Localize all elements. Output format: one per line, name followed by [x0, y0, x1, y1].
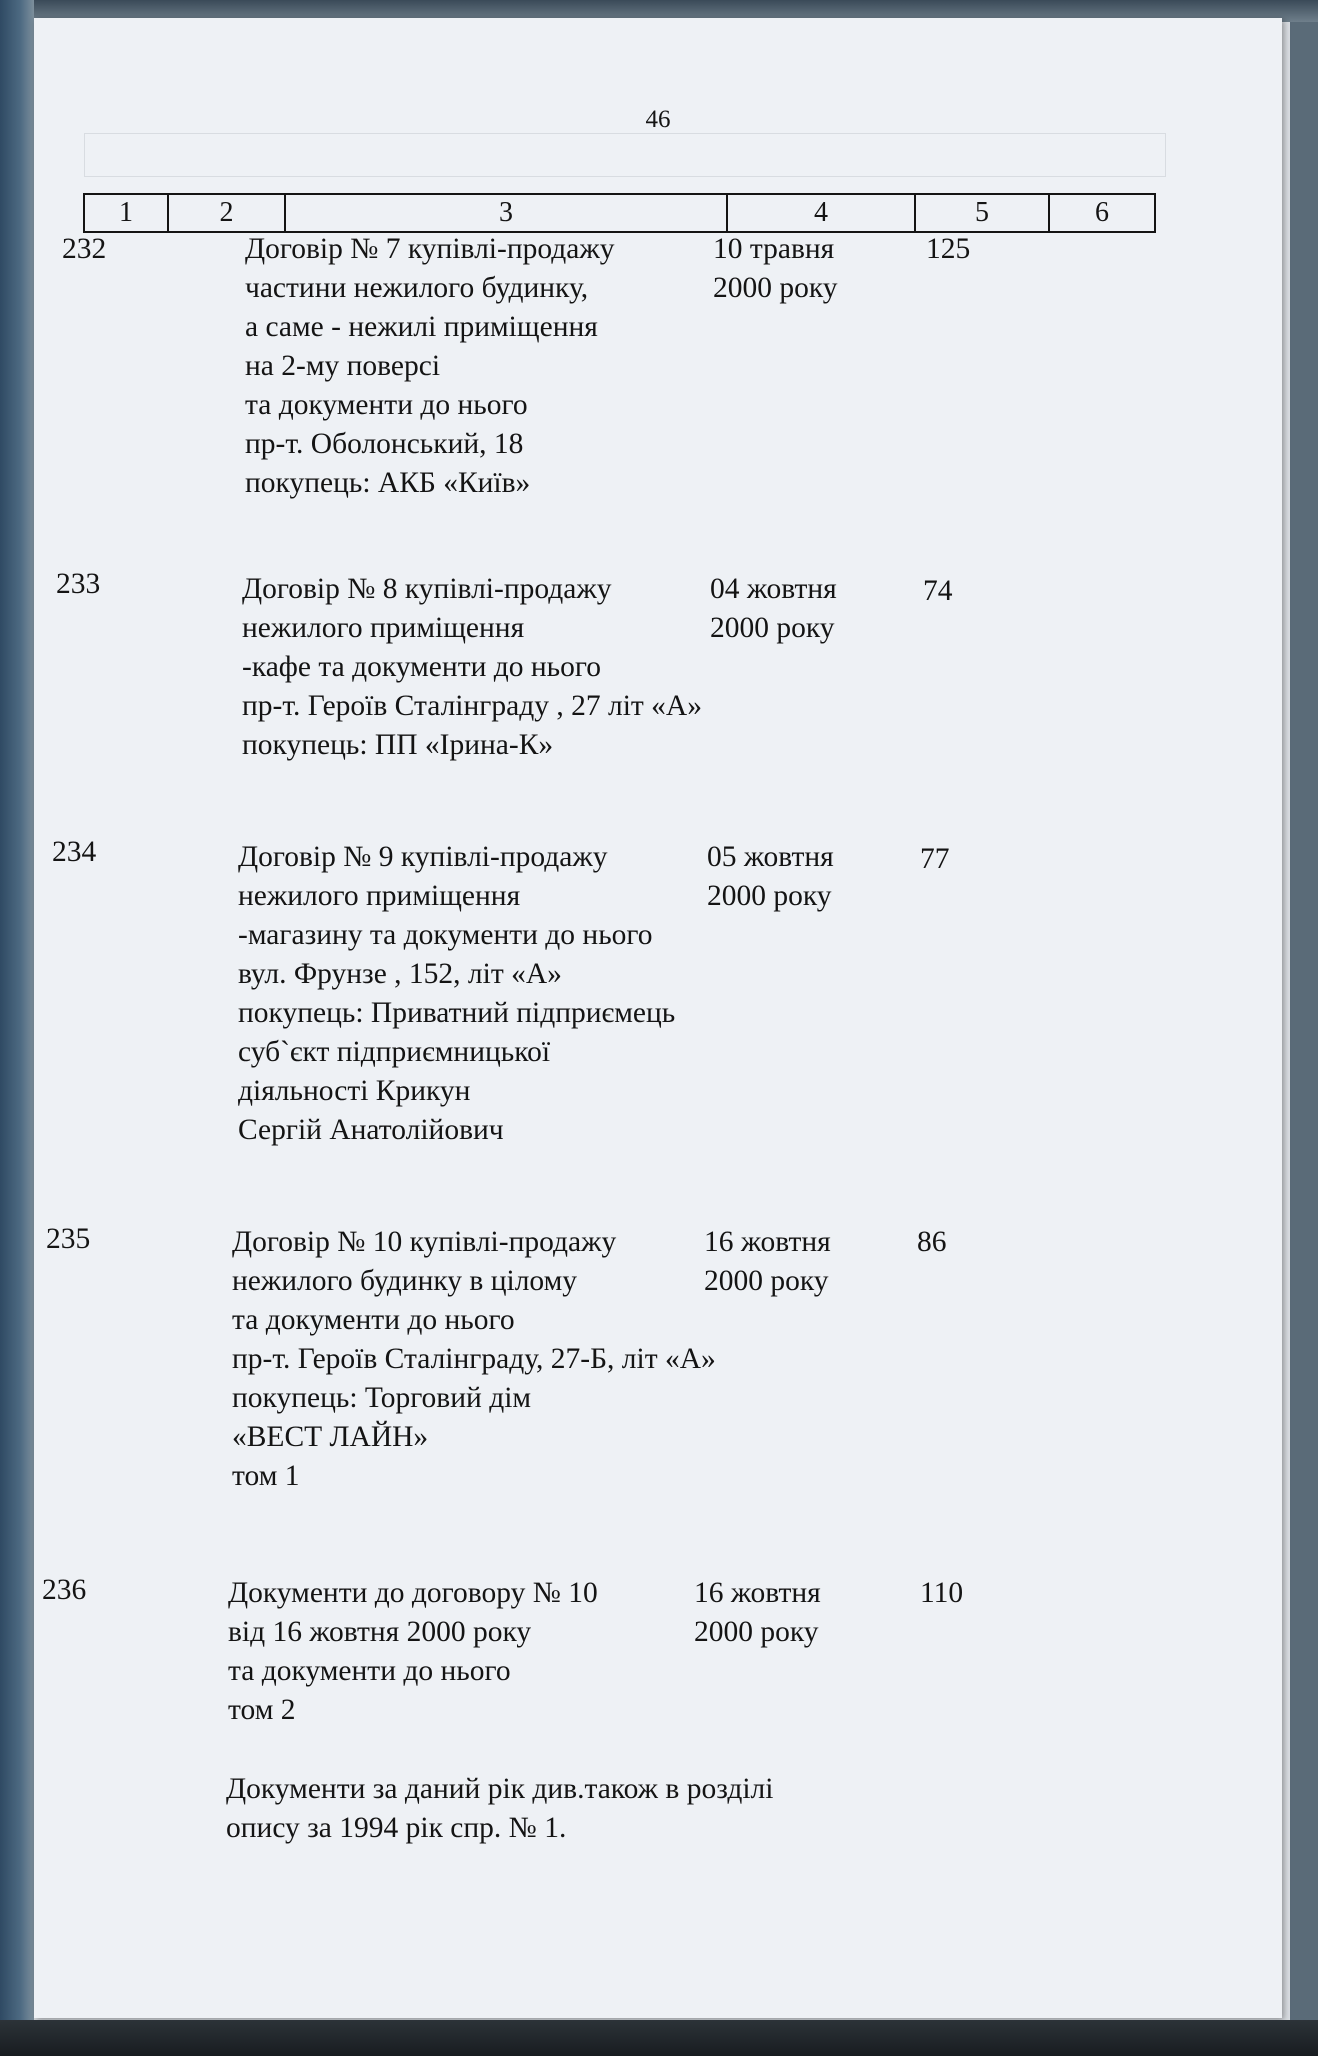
- entry-description: Договір № 9 купівлі-продажу нежилого приміщення -магазину та документи до нього вул. Фрунзе , 152, літ «А» покупець: Приватний підприємець суб`єкт підприємницької діяльності Крикун Сергій Анатолійович: [238, 841, 676, 1146]
- entry-description: Документи до договору № 10 від 16 жовтня 2000 року та документи до нього том 2: [228, 1577, 598, 1726]
- cross-reference-note: Документи за даний рік див.також в розділі опису за 1994 рік спр. № 1.: [226, 1773, 774, 1844]
- table-header-row: [83, 193, 1156, 233]
- header-cell-4: 4: [728, 195, 916, 231]
- entry-date: 16 жовтня 2000 року: [704, 1226, 831, 1297]
- header-cell-6: 6: [1095, 197, 1109, 228]
- document-page: [34, 18, 1282, 2018]
- header-cell-1: 1: [85, 195, 169, 231]
- entry-date: 10 травня 2000 року: [713, 233, 838, 304]
- entry-description: Договір № 10 купівлі-продажу нежилого будинку в цілому та документи до нього пр-т. Героїв Сталінграду, 27-Б, літ «А» покупець: Торговий дім «ВЕСТ ЛАЙН» том 1: [232, 1226, 716, 1492]
- entry-number: 235: [46, 1223, 91, 1255]
- bleed-through-table: [84, 133, 1166, 177]
- entry-number: 232: [62, 233, 107, 265]
- entry-date: 05 жовтня 2000 року: [707, 841, 834, 912]
- entry-number: 236: [42, 1574, 87, 1606]
- header-cell-3: 3: [286, 195, 728, 231]
- entry-description: Договір № 8 купівлі-продажу нежилого приміщення -кафе та документи до нього пр-т. Героїв Сталінграду , 27 літ «А» покупець: ПП «Ірина-К»: [242, 573, 702, 761]
- entry-sheet-count: 74: [923, 575, 953, 607]
- page-number: 46: [645, 106, 671, 133]
- entry-sheet-count: 77: [920, 843, 950, 875]
- entry-number: 233: [56, 568, 101, 600]
- scan-bottom-edge: [0, 2020, 1318, 2056]
- header-cell-2: 2: [169, 195, 286, 231]
- entry-date: 04 жовтня 2000 року: [710, 573, 837, 644]
- entry-number: 234: [52, 836, 97, 868]
- entry-date: 16 жовтня 2000 року: [694, 1577, 821, 1648]
- entry-description: Договір № 7 купівлі-продажу частини нежилого будинку, а саме - нежилі приміщення на 2-му поверсі та документи до нього пр-т. Оболонський, 18 покупець: АКБ «Київ»: [245, 233, 615, 499]
- entry-sheet-count: 125: [926, 233, 971, 265]
- folder-spine: [0, 0, 34, 2056]
- entry-sheet-count: 86: [917, 1226, 947, 1258]
- entry-sheet-count: 110: [920, 1577, 964, 1609]
- header-cell-5: 5: [916, 195, 1050, 231]
